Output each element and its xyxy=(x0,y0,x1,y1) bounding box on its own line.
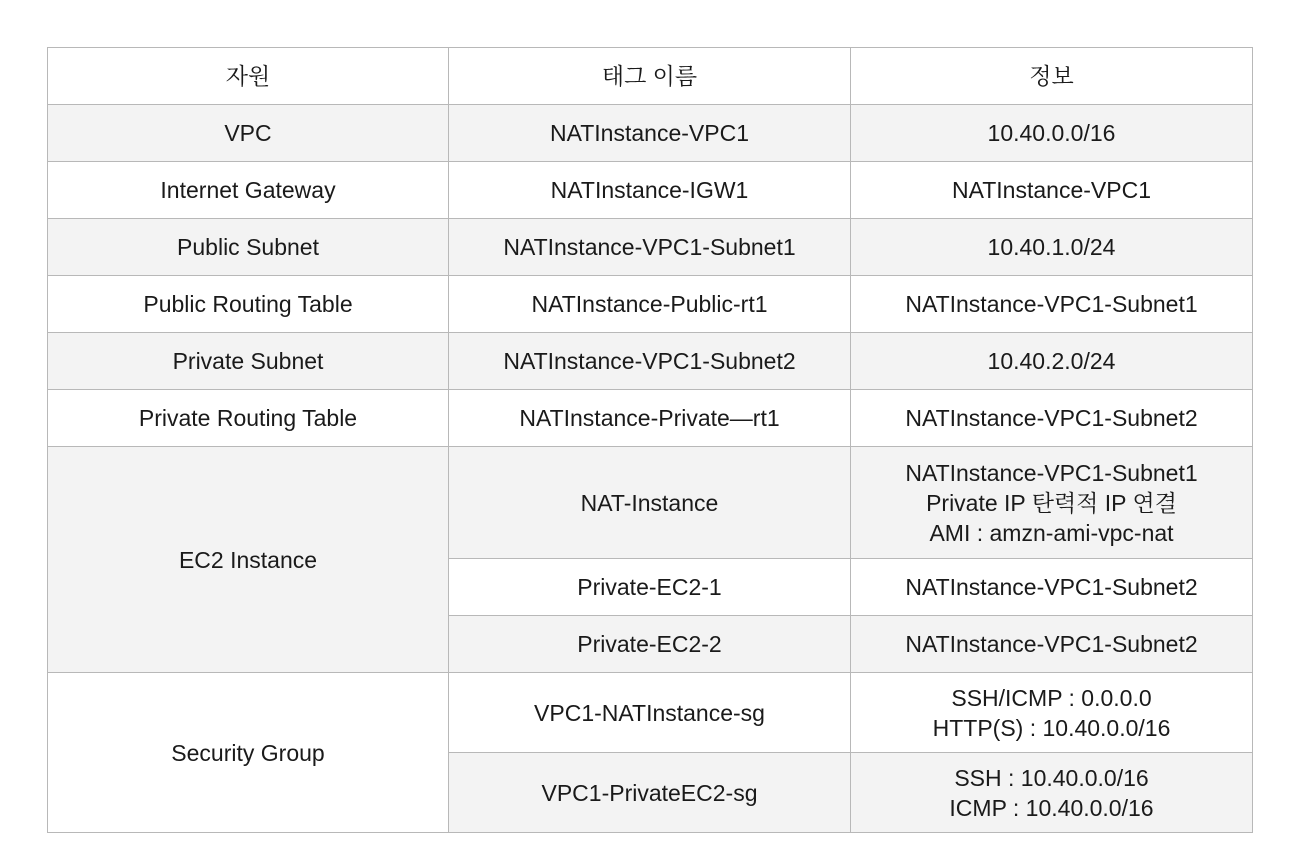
info-line: NATInstance-VPC1-Subnet1 xyxy=(905,459,1198,486)
info-cell xyxy=(851,673,1253,753)
header-info: 정보 xyxy=(851,48,1253,105)
header-row xyxy=(48,48,1253,105)
tag-cell: NAT-Instance xyxy=(449,447,851,559)
table-row xyxy=(48,390,1253,447)
tag-cell: NATInstance-IGW1 xyxy=(449,162,851,219)
table-row xyxy=(48,276,1253,333)
info-cell: NATInstance-VPC1-Subnet2 xyxy=(851,559,1253,616)
tag-cell: Private-EC2-2 xyxy=(449,616,851,673)
info-cell xyxy=(851,447,1253,559)
info-line: SSH/ICMP : 0.0.0.0 xyxy=(951,684,1152,711)
tag-cell: NATInstance-VPC1 xyxy=(449,105,851,162)
info-cell: 10.40.0.0/16 xyxy=(851,105,1253,162)
tag-cell: NATInstance-VPC1-Subnet1 xyxy=(449,219,851,276)
table-row xyxy=(48,162,1253,219)
tag-cell: NATInstance-Public-rt1 xyxy=(449,276,851,333)
info-line: Private IP 탄력적 IP 연결 xyxy=(926,489,1177,516)
resource-cell: Public Subnet xyxy=(48,219,449,276)
info-cell: NATInstance-VPC1-Subnet1 xyxy=(851,276,1253,333)
info-cell: 10.40.2.0/24 xyxy=(851,333,1253,390)
tag-cell: VPC1-PrivateEC2-sg xyxy=(449,753,851,833)
table-row xyxy=(48,333,1253,390)
resource-table xyxy=(47,47,1253,833)
table-row xyxy=(48,105,1253,162)
tag-cell: NATInstance-VPC1-Subnet2 xyxy=(449,333,851,390)
resource-cell-ec2: EC2 Instance xyxy=(48,447,449,673)
resource-cell: VPC xyxy=(48,105,449,162)
resource-cell: Private Subnet xyxy=(48,333,449,390)
info-line: AMI : amzn-ami-vpc-nat xyxy=(929,519,1174,546)
resource-cell: Public Routing Table xyxy=(48,276,449,333)
tag-cell: Private-EC2-1 xyxy=(449,559,851,616)
header-tag-name: 태그 이름 xyxy=(449,48,851,105)
resource-cell: Private Routing Table xyxy=(48,390,449,447)
table-row-ec2-nat xyxy=(48,447,1253,559)
info-line: HTTP(S) : 10.40.0.0/16 xyxy=(932,714,1171,741)
resource-cell: Internet Gateway xyxy=(48,162,449,219)
info-cell: NATInstance-VPC1-Subnet2 xyxy=(851,390,1253,447)
info-cell: 10.40.1.0/24 xyxy=(851,219,1253,276)
info-cell: NATInstance-VPC1-Subnet2 xyxy=(851,616,1253,673)
info-cell xyxy=(851,753,1253,833)
info-line: SSH : 10.40.0.0/16 xyxy=(954,764,1149,791)
tag-cell: VPC1-NATInstance-sg xyxy=(449,673,851,753)
tag-cell: NATInstance-Private—rt1 xyxy=(449,390,851,447)
info-line: ICMP : 10.40.0.0/16 xyxy=(949,794,1154,821)
header-resource: 자원 xyxy=(48,48,449,105)
table-row-sg-nat xyxy=(48,673,1253,753)
table-row xyxy=(48,219,1253,276)
resource-cell-sg: Security Group xyxy=(48,673,449,833)
info-cell: NATInstance-VPC1 xyxy=(851,162,1253,219)
